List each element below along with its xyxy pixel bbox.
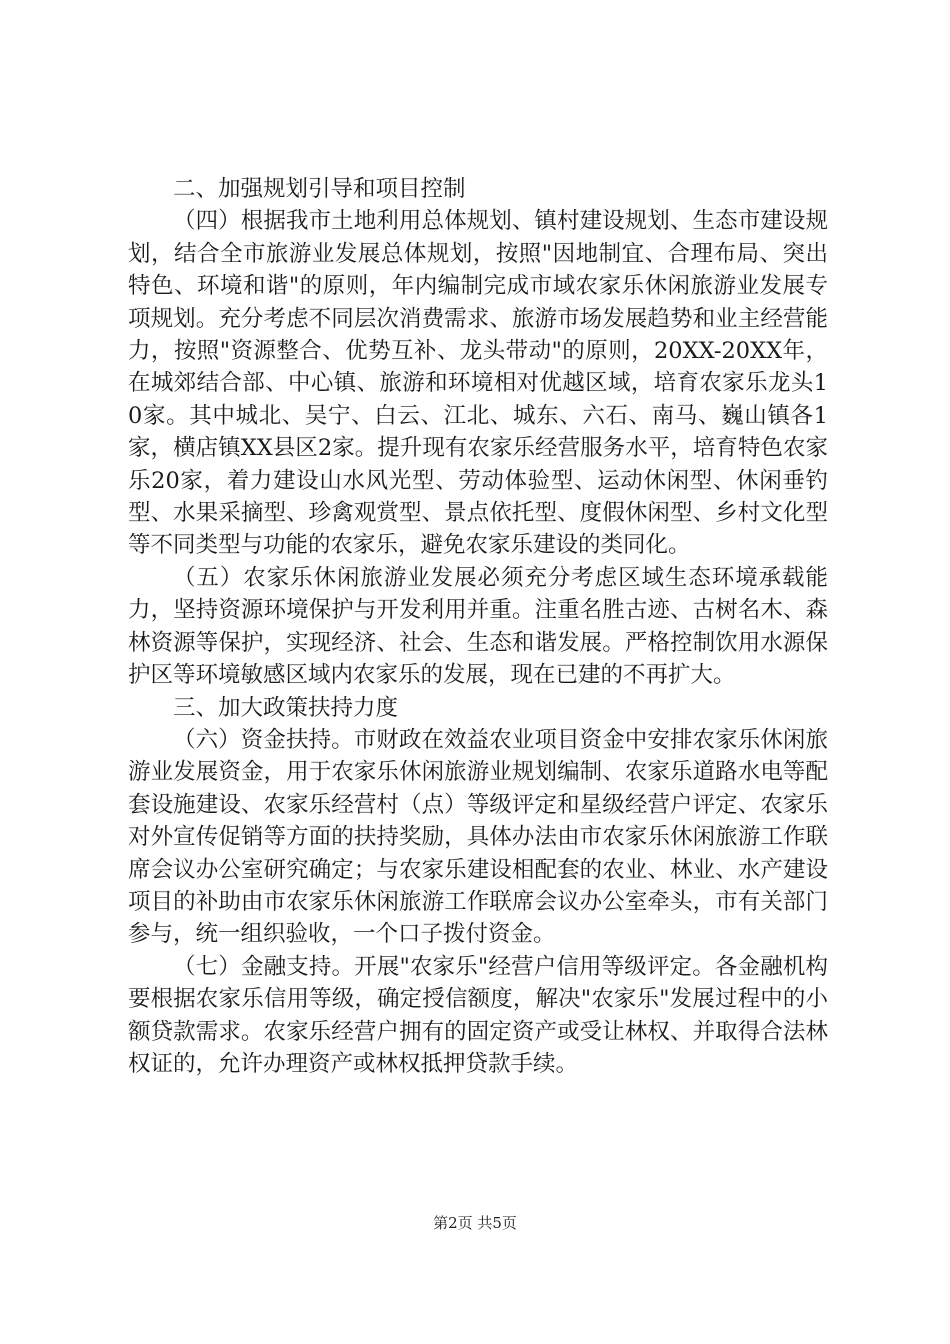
paragraph-6: （六）资金扶持。市财政在效益农业项目资金中安排农家乐休闲旅游业发展资金，用于农家乐休闲旅游业规划编制、农家乐道路水电等配套设施建设、农家乐经营村（点）等级评定和星级经营户评定、农家乐对外宣传促销等方面的扶持奖励，具体办法由市农家乐休闲旅游工作联席会议办公室研究确定；与农家乐建设相配套的农业、林业、水产建设项目的补助由市农家乐休闲旅游工作联席会议办公室牵头，市有关部门参与，统一组织验收，一个口子拨付资金。 <box>128 726 828 948</box>
paragraph-4: （四）根据我市土地利用总体规划、镇村建设规划、生态市建设规划，结合全市旅游业发展总体规划，按照"因地制宜、合理布局、突出特色、环境和谐"的原则，年内编制完成市域农家乐休闲旅游业发展专项规划。充分考虑不同层次消费需求、旅游市场发展趋势和业主经营能力，按照"资源整合、优势互补、龙头带动"的原则，20XX-20XX年，在城郊结合部、中心镇、旅游和环境相对优越区域，培育农家乐龙头10家。其中城北、吴宁、白云、江北、城东、六石、南马、巍山镇各1家，横店镇XX县区2家。提升现有农家乐经营服务水平，培育特色农家乐20家，着力建设山水风光型、劳动体验型、运动休闲型、休闲垂钓型、水果采摘型、珍禽观赏型、景点依托型、度假休闲型、乡村文化型等不同类型与功能的农家乐，避免农家乐建设的类同化。 <box>128 208 828 559</box>
section-heading-2: 二、加强规划引导和项目控制 <box>173 176 466 202</box>
section-heading-3: 三、加大政策扶持力度 <box>173 694 399 721</box>
document-body <box>128 173 828 1080</box>
paragraph-5: （五）农家乐休闲旅游业发展必须充分考虑区域生态环境承载能力，坚持资源环境保护与开发利用并重。注重名胜古迹、古树名木、森林资源等保护，实现经济、社会、生态和谐发展。严格控制饮用水源保护区等环境敏感区域内农家乐的发展，现在已建的不再扩大。 <box>128 564 828 689</box>
page-number-footer: 第2页 共5页 <box>433 1214 517 1232</box>
paragraph-7: （七）金融支持。开展"农家乐"经营户信用等级评定。各金融机构要根据农家乐信用等级，确定授信额度，解决"农家乐"发展过程中的小额贷款需求。农家乐经营户拥有的固定资产或受让林权、并取得合法林权证的，允许办理资产或林权抵押贷款手续。 <box>128 953 828 1077</box>
